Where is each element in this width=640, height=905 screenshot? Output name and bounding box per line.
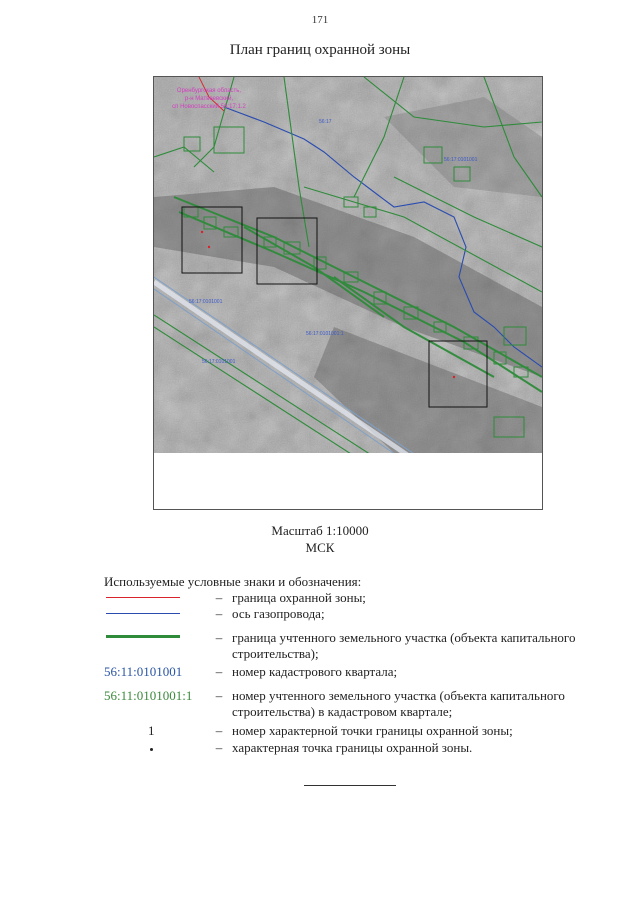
legend-text: характерная точка границы охранной зоны.: [232, 740, 473, 755]
coordinate-system: МСК: [305, 540, 335, 555]
legend-text: граница охранной зоны;: [232, 590, 366, 605]
map-label-4: 56:17:0101001:1: [306, 331, 344, 337]
legend-dash: –: [215, 630, 223, 645]
page-title: План границ охранной зоны: [229, 42, 411, 58]
legend-dash: –: [215, 740, 223, 755]
legend-text: номер кадастрового квартала;: [232, 664, 398, 679]
green-line-symbol: [106, 635, 180, 638]
quarter-code-symbol: 56:11:0101001: [104, 664, 183, 679]
point-number-symbol: 1: [148, 723, 155, 738]
satellite-map: [154, 77, 542, 509]
legend-dash: –: [215, 664, 223, 679]
parcel-code-symbol: 56:11:0101001:1: [104, 688, 193, 703]
address-line-3: сп Новоспасский 56:17:1.2: [172, 104, 246, 110]
footer-rule: [304, 785, 396, 786]
page-number: 171: [311, 14, 329, 26]
address-line-2: р-н Матвеевский,: [184, 96, 234, 102]
map-label-2: 56:17:0101001: [444, 157, 478, 163]
map-frame: [153, 76, 543, 510]
address-line-1: Оренбургская область,: [176, 88, 242, 94]
scale-text: Масштаб 1:10000: [271, 523, 369, 538]
legend-text: номер характерной точки границы охранной зоны;: [232, 723, 513, 738]
legend-text: граница учтенного земельного участка (объекта капитального строительства);: [232, 630, 576, 661]
legend-dash: –: [215, 723, 223, 738]
map-label-3: 56:17:0101001: [189, 299, 223, 305]
legend-row-parcel-number: [104, 688, 604, 722]
map-label-1: 56:17: [319, 119, 332, 125]
point-dot-symbol: [150, 748, 153, 751]
blue-line-symbol: [106, 613, 180, 614]
red-line-symbol: [106, 597, 180, 598]
legend-text: номер учтенного земельного участка (объекта капитального строительства) в кадастровом квартале;: [232, 688, 565, 719]
legend-text: ось газопровода;: [232, 606, 325, 621]
legend-dash: –: [215, 606, 223, 621]
legend-title: Используемые условные знаки и обозначения:: [104, 574, 362, 589]
legend-dash: –: [215, 688, 223, 703]
legend-dash: –: [215, 590, 223, 605]
legend-row-parcel: [104, 630, 604, 664]
scale-block: [0, 522, 640, 556]
map-label-5: 56:17:0101001: [202, 359, 236, 365]
